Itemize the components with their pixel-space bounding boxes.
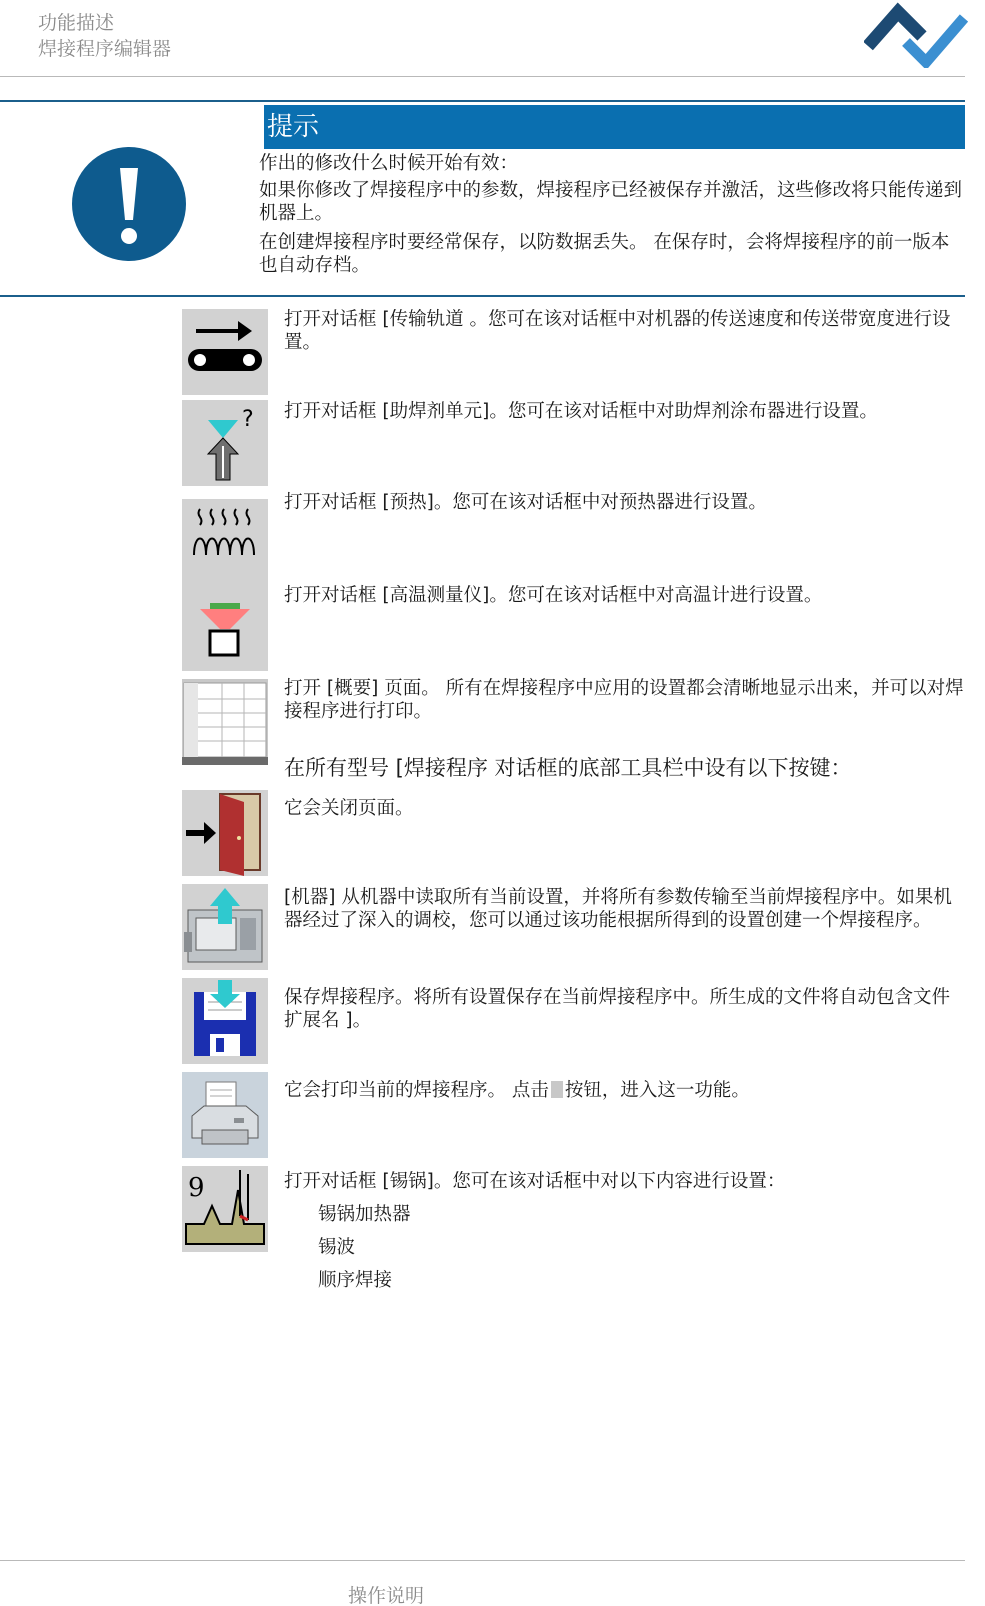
conveyor-icon[interactable]	[182, 309, 268, 395]
toolbar-section-heading: 在所有型号 [焊接程序 对话框的底部工具栏中设有以下按键：	[284, 756, 852, 780]
overview-table-icon[interactable]	[182, 679, 268, 765]
exit-door-icon[interactable]	[182, 790, 268, 876]
svg-text:?: ?	[242, 407, 254, 432]
header-title	[38, 10, 171, 62]
row-pyrometer-text: 打开对话框 [高温测量仪]。您可在该对话框中对高温计进行设置。	[284, 585, 823, 606]
row-save-text: 保存焊接程序。将所有设置保存在当前焊接程序中。所生成的文件将自动包含文件扩展名 ]。	[284, 987, 951, 1031]
header-divider	[0, 76, 965, 77]
exclamation-icon	[71, 146, 187, 262]
row-preheat-text: 打开对话框 [预热]。您可在该对话框中对预热器进行设置。	[284, 492, 767, 513]
note-title-banner: 提示	[264, 105, 965, 149]
row-solder-pot-text: 打开对话框 [锡锅]。您可在该对话框中对以下内容进行设置：	[284, 1171, 786, 1192]
solder-pot-icon[interactable]	[182, 1166, 268, 1252]
row-print-text-after: 按钮，进入这一功能。	[564, 1080, 750, 1101]
row-print-text	[284, 1079, 966, 1102]
note-paragraph-1: 如果你修改了焊接程序中的参数，焊接程序已经被保存并激活，这些修改将只能传递到机器上。	[259, 180, 963, 224]
inline-button-glyph-icon	[551, 1081, 563, 1098]
row-print-text-before: 它会打印当前的焊接程序。 点击	[284, 1080, 549, 1101]
footer-title: 操作说明	[348, 1585, 425, 1606]
header-line-2: 焊接程序编辑器	[38, 38, 172, 60]
note-heading: 作出的修改什么时候开始有效：	[259, 153, 519, 174]
row-conveyor-text: 打开对话框 [传输轨道 。您可在该对话框中对机器的传送速度和传送带宽度进行设置。	[284, 309, 951, 353]
printer-icon[interactable]	[182, 1072, 268, 1158]
machine-upload-icon[interactable]	[182, 884, 268, 970]
sublist-item: 锡锅加热器	[318, 1204, 411, 1225]
sublist-item: 顺序焊接	[318, 1270, 393, 1291]
svg-text:9: 9	[188, 1173, 205, 1203]
note-top-rule	[0, 100, 965, 102]
sublist-item: 锡波	[318, 1237, 356, 1258]
note-body	[259, 152, 967, 283]
row-exit-text: 它会关闭页面。	[284, 798, 414, 819]
note-bottom-rule	[0, 295, 965, 297]
header-line-1: 功能描述	[38, 12, 115, 34]
row-fluxer-text: 打开对话框 [助焊剂单元]。您可在该对话框中对助焊剂涂布器进行设置。	[284, 401, 878, 422]
note-paragraph-2: 在创建焊接程序时要经常保存，以防数据丢失。 在保存时，会将焊接程序的前一版本也自动存档。	[259, 232, 950, 276]
row-machine-text: [机器] 从机器中读取所有当前设置，并将所有参数传输至当前焊接程序中。如果机器经过了深入的调校，您可以通过该功能根据所得到的设置创建一个焊接程序。	[284, 887, 952, 931]
row-overview-text: 打开 [概要] 页面。 所有在焊接程序中应用的设置都会清晰地显示出来，并可以对焊接程序进行打印。	[284, 678, 964, 722]
preheat-pyrometer-icon-strip	[182, 499, 268, 671]
fluxer-icon[interactable]	[182, 400, 268, 486]
solder-pot-sublist	[318, 1203, 411, 1302]
save-disk-icon[interactable]	[182, 978, 268, 1064]
company-logo-icon	[864, 2, 968, 68]
footer-divider	[0, 1560, 965, 1561]
